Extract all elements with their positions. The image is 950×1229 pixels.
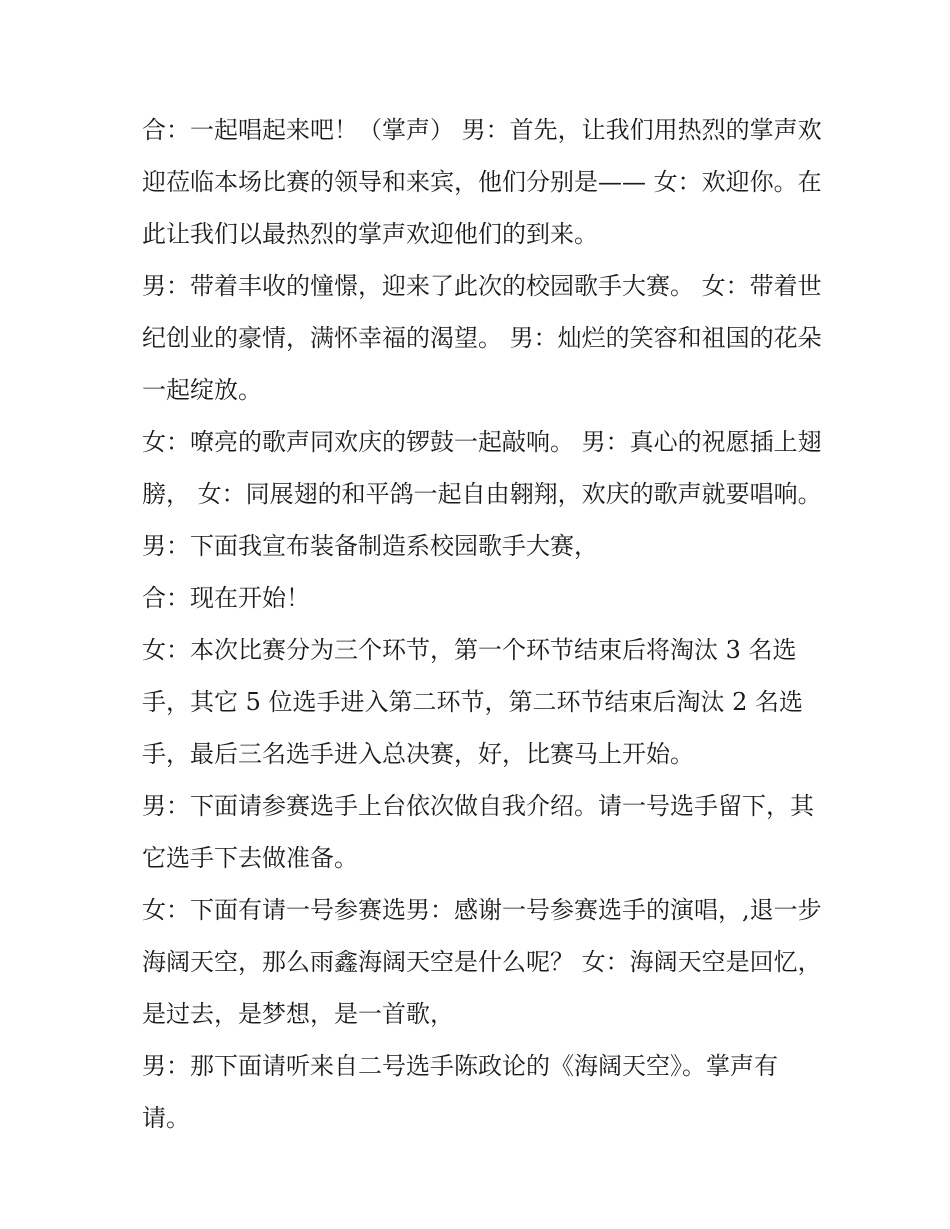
paragraph: 女：本次比赛分为三个环节，第一个环节结束后将淘汰 3 名选手，其它 5 位选手进入第二环节，第二环节结束后淘汰 2 名选手，最后三名选手进入总决赛，好，比赛马上开始。 bbox=[142, 636, 804, 768]
document-page bbox=[142, 104, 822, 1144]
paragraph: 合：一起唱起来吧！（掌声） 男：首先，让我们用热烈的掌声欢迎莅临本场比赛的领导和来宾，他们分别是—— 女：欢迎你。在此让我们以最热烈的掌声欢迎他们的到来。 bbox=[142, 116, 822, 248]
paragraph: 男：带着丰收的憧憬，迎来了此次的校园歌手大赛。 女：带着世纪创业的豪情，满怀幸福的渴望。 男：灿烂的笑容和祖国的花朵一起绽放。 bbox=[142, 272, 822, 404]
paragraph: 合：现在开始！ bbox=[142, 584, 310, 612]
paragraph: 女：下面有请一号参赛选男：感谢一号参赛选手的演唱，,退一步海阔天空，那么雨鑫海阔天空是什么呢？ 女：海阔天空是回忆，是过去，是梦想，是一首歌， bbox=[142, 896, 822, 1028]
paragraph: 女：嘹亮的歌声同欢庆的锣鼓一起敲响。 男：真心的祝愿插上翅膀， 女：同展翅的和平鸽一起自由翱翔，欢庆的歌声就要唱响。 男：下面我宣布装备制造系校园歌手大赛， bbox=[142, 428, 822, 560]
paragraph: 男：那下面请听来自二号选手陈政论的《海阔天空》。掌声有请。 bbox=[142, 1052, 778, 1132]
paragraph: 男：下面请参赛选手上台依次做自我介绍。请一号选手留下，其它选手下去做准备。 bbox=[142, 792, 814, 872]
